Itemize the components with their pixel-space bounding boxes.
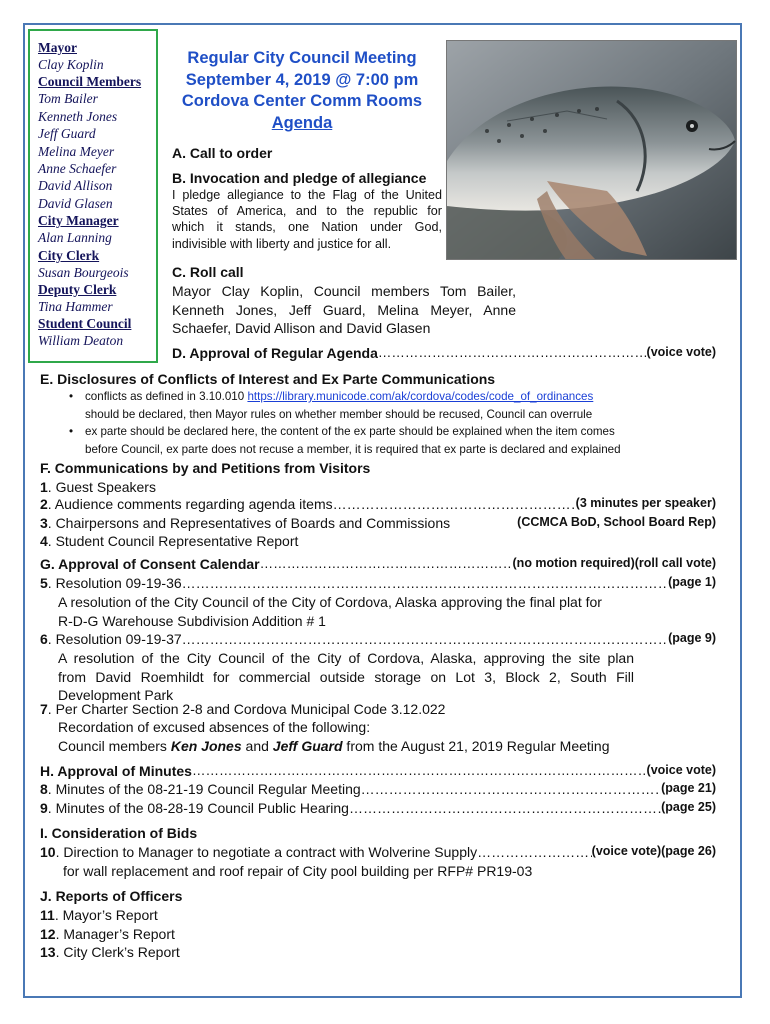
roll-call-line: Kenneth Jones, Jeff Guard, Melina Meyer, Anne [172, 301, 516, 318]
roster-role-student-council: Student Council [38, 316, 132, 332]
section-h-row [40, 763, 716, 779]
member-name: Jeff Guard [272, 737, 343, 754]
section-i-heading: I. Consideration of Bids [40, 825, 198, 841]
item-text: . Guest Speakers [47, 479, 156, 495]
leader-dots [378, 345, 647, 361]
item-number: 7 [40, 701, 48, 717]
municode-link[interactable]: https://library.municode.com/ak/cordova/codes/code_of_ordinances [247, 390, 594, 403]
pledge-text [172, 187, 442, 252]
roll-call-text [172, 282, 516, 338]
roster-name: Anne Schaefer [38, 161, 117, 177]
roster-name: Tom Bailer [38, 91, 98, 107]
section-c-heading: C. Roll call [172, 264, 244, 280]
description-line: from David Roemhildt for commercial outside storage on Lot 3, Block 2, South Fill [58, 668, 634, 685]
roll-call-line: Mayor Clay Koplin, Council members Tom Bailer, [172, 283, 516, 299]
item-6-description [58, 649, 634, 705]
roster-role-city-clerk: City Clerk [38, 247, 100, 263]
section-g-heading: G. Approval of Consent Calendar [40, 556, 260, 572]
agenda-item-5 [40, 575, 716, 591]
agenda-item-3 [40, 515, 716, 531]
item-text: . Minutes of the 08-21-19 Council Regular Meeting [47, 781, 361, 797]
disclosure-bullets [67, 388, 727, 458]
salmon-photo-icon [447, 41, 737, 260]
roster-name: William Deaton [38, 333, 124, 349]
item-number: 10 [40, 844, 56, 860]
leader-dots [349, 800, 661, 816]
agenda-item-13 [40, 943, 180, 962]
roster-role-deputy-clerk: Deputy Clerk [38, 282, 117, 298]
bullet-text: should be declared, then Mayor rules on whether member should be recused, Council can overrule [85, 407, 593, 421]
list-item [67, 388, 727, 423]
page-ref: (page 1) [668, 575, 716, 589]
item-5-description [58, 593, 602, 630]
leader-dots [192, 763, 647, 779]
agenda-heading: Agenda [271, 113, 333, 132]
agenda-item-6 [40, 631, 716, 647]
item-text: . Mayor’s Report [54, 907, 158, 923]
agenda-item-7 [40, 700, 445, 719]
meeting-title-line: Regular City Council Meeting [187, 49, 417, 67]
item-number: 11 [40, 907, 55, 923]
description-line [58, 737, 610, 756]
description-line: A resolution of the City Council of the City of Cordova, Alaska, approving the site plan [58, 650, 634, 666]
item-text: . Per Charter Section 2-8 and Cordova Municipal Code 3.12.022 [47, 701, 446, 717]
roster-name: Melina Meyer [38, 143, 115, 159]
pledge-line: States of America, and to the republic for [172, 204, 442, 219]
roster-role-mayor: Mayor [38, 40, 77, 55]
section-a-heading: A. Call to order [172, 145, 273, 161]
roster-role-council-members: Council Members [38, 74, 142, 90]
member-name: Ken Jones [170, 737, 242, 754]
item-number: 9 [40, 800, 48, 816]
roster-name: Clay Koplin [38, 57, 104, 72]
item-text: . Chairpersons and Representatives of Boards and Commissions [47, 515, 451, 531]
item-text: . Resolution 09-19-37 [47, 631, 182, 647]
meeting-date: September 4, 2019 @ 7:00 pm [185, 70, 419, 89]
meeting-title [160, 48, 444, 134]
item-number: 2 [40, 496, 48, 512]
agenda-item-9 [40, 800, 716, 816]
item-text: . Audience comments regarding agenda items [47, 496, 333, 512]
page-ref: (page 9) [668, 631, 716, 645]
item-number: 12 [40, 926, 56, 942]
leader-dots [333, 496, 576, 512]
agenda-item-1 [40, 478, 156, 497]
item-number: 8 [40, 781, 48, 797]
section-d-note: (voice vote) [646, 345, 716, 359]
meeting-location: Cordova Center Comm Rooms [181, 92, 423, 110]
agenda-item-10 [40, 844, 716, 860]
item-number: 3 [40, 515, 48, 531]
leader-dots [361, 781, 661, 797]
leader-dots [182, 631, 668, 647]
item-number: 6 [40, 631, 48, 647]
roster-name: David Allison [38, 178, 113, 194]
roster-name: Susan Bourgeois [38, 264, 129, 280]
roll-call-line: Schaefer, David Allison and David Glasen [172, 320, 431, 336]
page-ref: (page 21) [661, 781, 716, 795]
pledge-line: I pledge allegiance to the Flag of the United [172, 188, 442, 202]
roster-name: Jeff Guard [38, 126, 96, 142]
description-line: Development Park [58, 687, 174, 703]
agenda-item-11 [40, 906, 158, 925]
item-note: (CCMCA BoD, School Board Rep) [517, 515, 716, 529]
bullet-text: before Council, ex parte does not recuse a member, it is required that ex parte is declared and explained [85, 442, 621, 456]
section-g-note: (no motion required)(roll call vote) [512, 556, 716, 570]
salmon-photo [446, 40, 737, 260]
section-h-heading: H. Approval of Minutes [40, 763, 192, 779]
roster-name: David Glasen [38, 195, 113, 211]
roster-role-city-manager: City Manager [38, 213, 119, 229]
section-g-row [40, 556, 716, 572]
item-text: . City Clerk’s Report [55, 944, 180, 960]
pledge-line: which it stands, one Nation under God, [172, 220, 442, 235]
section-j-heading: J. Reports of Officers [40, 888, 183, 904]
roster-name: Tina Hammer [38, 299, 113, 315]
section-b-heading: B. Invocation and pledge of allegiance [172, 170, 427, 186]
item-text: . Manager’s Report [55, 926, 175, 942]
section-f-heading: F. Communications by and Petitions from Visitors [40, 460, 371, 476]
description-line: R-D-G Warehouse Subdivision Addition # 1 [58, 612, 326, 629]
leader-dots [260, 556, 513, 572]
bullet-text: ex parte should be declared here, the content of the ex parte should be explained when the item comes [85, 425, 615, 438]
item-text: . Student Council Representative Report [47, 533, 299, 549]
bullet-text: conflicts as defined in 3.10.010 [85, 390, 245, 403]
agenda-item-12 [40, 925, 175, 944]
leader-dots [477, 844, 592, 860]
item-number: 4 [40, 533, 48, 549]
pledge-line: indivisible with liberty and justice for all. [172, 236, 392, 251]
description-line: Recordation of excused absences of the following: [58, 719, 371, 735]
agenda-item-8 [40, 781, 716, 797]
list-item [67, 423, 727, 458]
item-number: 1 [40, 479, 48, 495]
roster-name: Kenneth Jones [38, 108, 118, 124]
item-7-description [58, 718, 610, 755]
description-text: and [241, 737, 273, 754]
section-d-row [172, 345, 716, 361]
leader-dots [182, 575, 668, 591]
council-roster [28, 29, 158, 363]
item-text: . Resolution 09-19-36 [47, 575, 182, 591]
agenda-item-4 [40, 532, 298, 551]
roster-name: Alan Lanning [38, 230, 112, 246]
section-d-heading: D. Approval of Regular Agenda [172, 345, 378, 361]
item-number: 5 [40, 575, 48, 591]
page-ref: (page 25) [661, 800, 716, 814]
description-line: A resolution of the City Council of the City of Cordova, Alaska approving the final plat for [58, 594, 602, 610]
item-10-description: for wall replacement and roof repair of City pool building per RFP# PR19-03 [63, 863, 533, 879]
item-note: (voice vote)(page 26) [591, 844, 716, 858]
section-h-note: (voice vote) [646, 763, 716, 777]
item-note: (3 minutes per speaker) [575, 496, 716, 510]
item-text: . Direction to Manager to negotiate a contract with Wolverine Supply [55, 844, 478, 860]
section-e-heading: E. Disclosures of Conflicts of Interest and Ex Parte Communications [40, 371, 496, 387]
description-text: Council members [58, 737, 171, 754]
agenda-item-2 [40, 496, 716, 512]
item-text: . Minutes of the 08-28-19 Council Public Hearing [47, 800, 349, 816]
item-number: 13 [40, 944, 56, 960]
description-text: from the August 21, 2019 Regular Meeting [342, 737, 610, 754]
